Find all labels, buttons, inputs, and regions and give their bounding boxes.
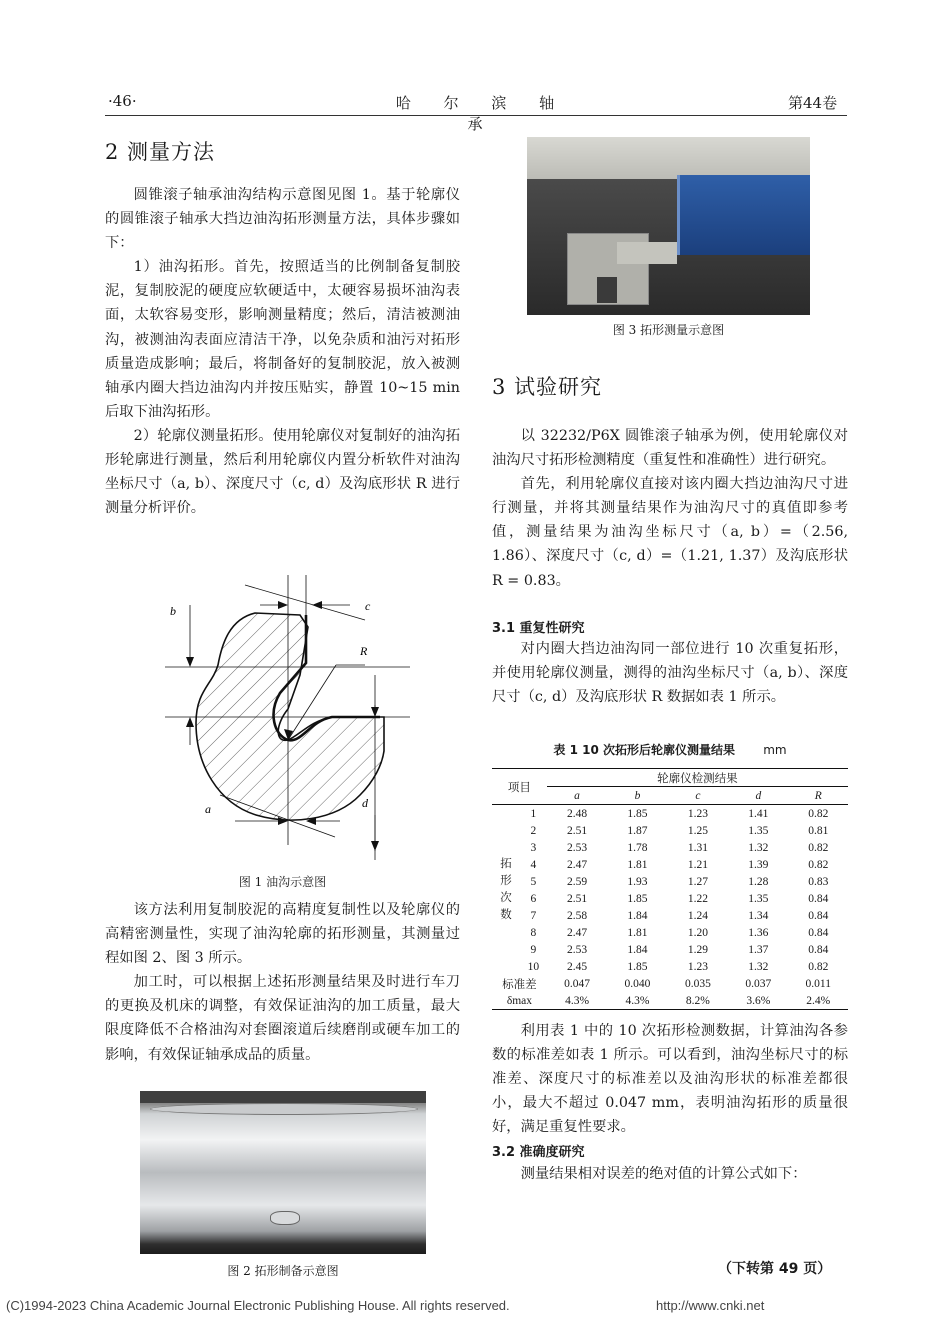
row-number: 6 [530,892,537,905]
cell: 1.81 [627,926,648,939]
machining-note: 加工时，可以根据上述拓形测量结果及时进行车刀的更换及机床的调整，有效保证油沟的加工质量，最大限度降低不合格油沟对套圈滚道后续磨削或硬车加工的影响，有效保证轴承成品的质量。 [105,974,460,1063]
table-row-group-label [492,805,520,976]
cnki-link[interactable]: http://www.cnki.net [656,1298,765,1313]
reference-measurement: 首先，利用轮廓仪直接对该内圈大挡边油沟尺寸进行测量，并将其测量结果作为油沟尺寸的真值即参考值，测量结果为油沟坐标尺寸（a, b）=（2.56, 1.86）、深度尺寸（c, d）=（1.21, 1.37）及沟底形状 R = 0.83。 [492,476,848,589]
table-col-c: c [668,787,728,805]
cell: 1.36 [748,926,769,939]
header-rule [105,115,847,116]
section-3-title: 3 试验研究 [492,375,603,399]
oil-groove-diagram [160,575,420,865]
row-group-char: 次 [500,892,512,904]
row-group-char: 形 [500,875,512,887]
cell: 2.45 [566,960,588,973]
label-d: d [362,796,368,810]
subsection-3-1-body [492,637,848,709]
cell: 2.59 [566,875,588,888]
cell: 1.85 [627,892,648,905]
cell: 0.84 [808,926,829,939]
cell: 0.83 [808,875,829,888]
cell: 1.28 [748,875,769,888]
section-2-continued [105,898,460,1067]
table-row [492,856,848,873]
table-row [492,805,848,823]
table-row [492,941,848,958]
label-b: b [170,604,176,618]
cell: 0.84 [808,909,829,922]
cell: 2.58 [566,909,588,922]
cell: 0.037 [745,977,772,990]
section-3-intro: 以 32232/P6X 圆锥滚子轴承为例，使用轮廓仪对油沟尺寸拓形检测精度（重复性和准确性）进行研究。 [492,428,848,469]
row-group-char: 拓 [500,858,512,870]
cell: 2.51 [566,892,588,905]
table-col-b: b [607,787,667,805]
cell: 1.29 [687,943,708,956]
table-row [492,907,848,924]
row-number: 4 [530,858,537,871]
label-R: R [360,644,368,658]
cell: 1.84 [627,943,648,956]
figure-1-caption: 图 1 油沟示意图 [238,875,327,889]
std-analysis-text: 利用表 1 中的 10 次拓形检测数据，计算油沟各参数的标准差如表 1 所示。可以看到，油沟坐标尺寸的标准差、深度尺寸的标准差以及油沟形状的标准差都很小，最大不超过 0.047 mm，表明油沟拓形的质量很好，满足重复性要求。 [492,1023,848,1136]
cell: 3.6% [728,992,788,1010]
table-col-d: d [728,787,788,805]
cell: 1.39 [748,858,769,871]
subsection-3-1-title: 3.1 重复性研究 [492,621,585,636]
cell: 1.87 [627,824,648,837]
figure-2-photo [140,1091,426,1254]
figure-3-photo [527,137,810,315]
cell: 2.47 [566,858,588,871]
row-number: 2 [530,824,537,837]
table-row [492,958,848,975]
repeatability-text: 对内圈大挡边油沟同一部位进行 10 次重复拓形，并使用轮廓仪测量，测得的油沟坐标尺寸（a, b）、深度尺寸（c, d）及沟底形状 R 数据如表 1 所示。 [492,641,848,706]
cell: 0.82 [808,960,829,973]
cell: 1.22 [687,892,708,905]
method-summary: 该方法利用复制胶泥的高精度复制性以及轮廓仪的高精密测量性，实现了油沟轮廓的拓形测量，其测量过程如图 2、图 3 所示。 [105,902,460,967]
section-2-body [105,183,460,520]
cell: 1.32 [748,960,769,973]
cell: 8.2% [668,992,728,1010]
figure-2-caption: 图 2 拓形制备示意图 [227,1264,339,1278]
std-label: 标准差 [502,978,537,991]
table-col-group: 轮廓仪检测结果 [547,769,848,787]
cell: 2.51 [566,824,588,837]
cell: 2.4% [789,992,848,1010]
cell: 0.040 [624,977,651,990]
table-col-item: 项目 [492,769,547,805]
table-1 [492,768,848,1010]
cell: 0.82 [808,841,829,854]
row-group-char: 数 [500,909,512,921]
cell: 1.20 [687,926,708,939]
table-1-title: 表 1 10 次拓形后轮廓仪测量结果 [553,743,735,757]
table-row [492,822,848,839]
table-1-unit: mm [763,743,787,757]
volume-label: 第44卷 [788,94,838,112]
cell: 2.48 [566,807,588,820]
cell: 1.81 [627,858,648,871]
cell: 0.84 [808,943,829,956]
section-3-body [492,424,848,593]
table-row [492,924,848,941]
cell: 2.53 [566,943,588,956]
cell: 0.035 [684,977,711,990]
cell: 1.93 [627,875,648,888]
cell: 0.047 [564,977,590,990]
table-1-title-line [492,741,848,758]
cell: 2.47 [566,926,588,939]
cell: 0.011 [805,977,831,990]
table-row-std [492,975,848,992]
cell: 0.81 [808,824,829,837]
table-row [492,873,848,890]
cell: 1.41 [748,807,769,820]
cell: 1.23 [687,960,708,973]
cell: 1.24 [687,909,708,922]
cell: 0.84 [808,892,829,905]
table-row [492,890,848,907]
table-col-R: R [789,787,848,805]
continued-note: （下转第 49 页） [718,1261,832,1277]
cell: 1.27 [687,875,708,888]
cell: 1.35 [748,824,769,837]
section-2-title: 2 测量方法 [105,140,216,164]
after-table-body [492,1019,848,1139]
row-number: 8 [530,926,537,939]
cell: 1.34 [748,909,769,922]
cell: 0.82 [808,858,829,871]
subsection-3-2-title: 3.2 准确度研究 [492,1145,585,1160]
cell: 4.3% [607,992,667,1010]
cell: 1.35 [748,892,769,905]
cell: 4.3% [547,992,607,1010]
row-number: 3 [530,841,537,854]
cell: 1.31 [687,841,708,854]
label-c: c [365,599,371,613]
cell: 1.25 [687,824,708,837]
table-row [492,839,848,856]
row-number: 7 [530,909,537,922]
cell: 1.37 [748,943,769,956]
row-number: 10 [527,960,540,973]
cell: 1.78 [627,841,648,854]
row-number: 5 [530,875,537,888]
section-2-step-2: 2）轮廓仪测量拓形。使用轮廓仪对复制好的油沟拓形轮廓进行测量，然后利用轮廓仪内置分析软件对油沟坐标尺寸（a, b）、深度尺寸（c, d）及沟底形状 R 进行测量分析评价。 [105,427,460,517]
label-a: a [205,802,211,816]
cell: 0.82 [808,807,829,820]
journal-title: 哈 尔 滨 轴 承 [395,94,569,133]
accuracy-text: 测量结果相对误差的绝对值的计算公式如下： [520,1166,807,1182]
row-number: 1 [530,807,537,820]
section-2-intro: 圆锥滚子轴承油沟结构示意图见图 1。基于轮廓仪的圆锥滚子轴承大挡边油沟拓形测量方法，具体步骤如下： [105,187,460,252]
dmax-label: δmax [492,992,547,1010]
cell: 1.32 [748,841,769,854]
copyright-line: (C)1994-2023 China Academic Journal Electronic Publishing House. All rights reserved. [6,1298,510,1313]
cell: 2.53 [566,841,588,854]
table-row-dmax [492,992,848,1010]
page-number: ·46· [108,92,137,110]
cell: 1.84 [627,909,648,922]
table-col-a: a [547,787,607,805]
subsection-3-2-body [492,1162,848,1186]
cell: 1.21 [687,858,708,871]
figure-3-caption: 图 3 拓形测量示意图 [612,323,725,337]
cell: 1.85 [627,807,648,820]
cell: 1.85 [627,960,648,973]
cell: 1.23 [687,807,708,820]
section-2-step-1: 1）油沟拓形。首先，按照适当的比例制备复制胶泥，复制胶泥的硬度应软硬适中，太硬容易损坏油沟表面，太软容易变形，影响测量精度；然后，清洁被测油沟，被测油沟表面应清洁干净，以免杂质和油污对拓形质量造成影响；最后，将制备好的复制胶泥，放入被测轴承内圈大挡边油沟内并按压贴实，静置 10~15 min 后取下油沟拓形。 [105,259,460,420]
row-number: 9 [530,943,537,956]
